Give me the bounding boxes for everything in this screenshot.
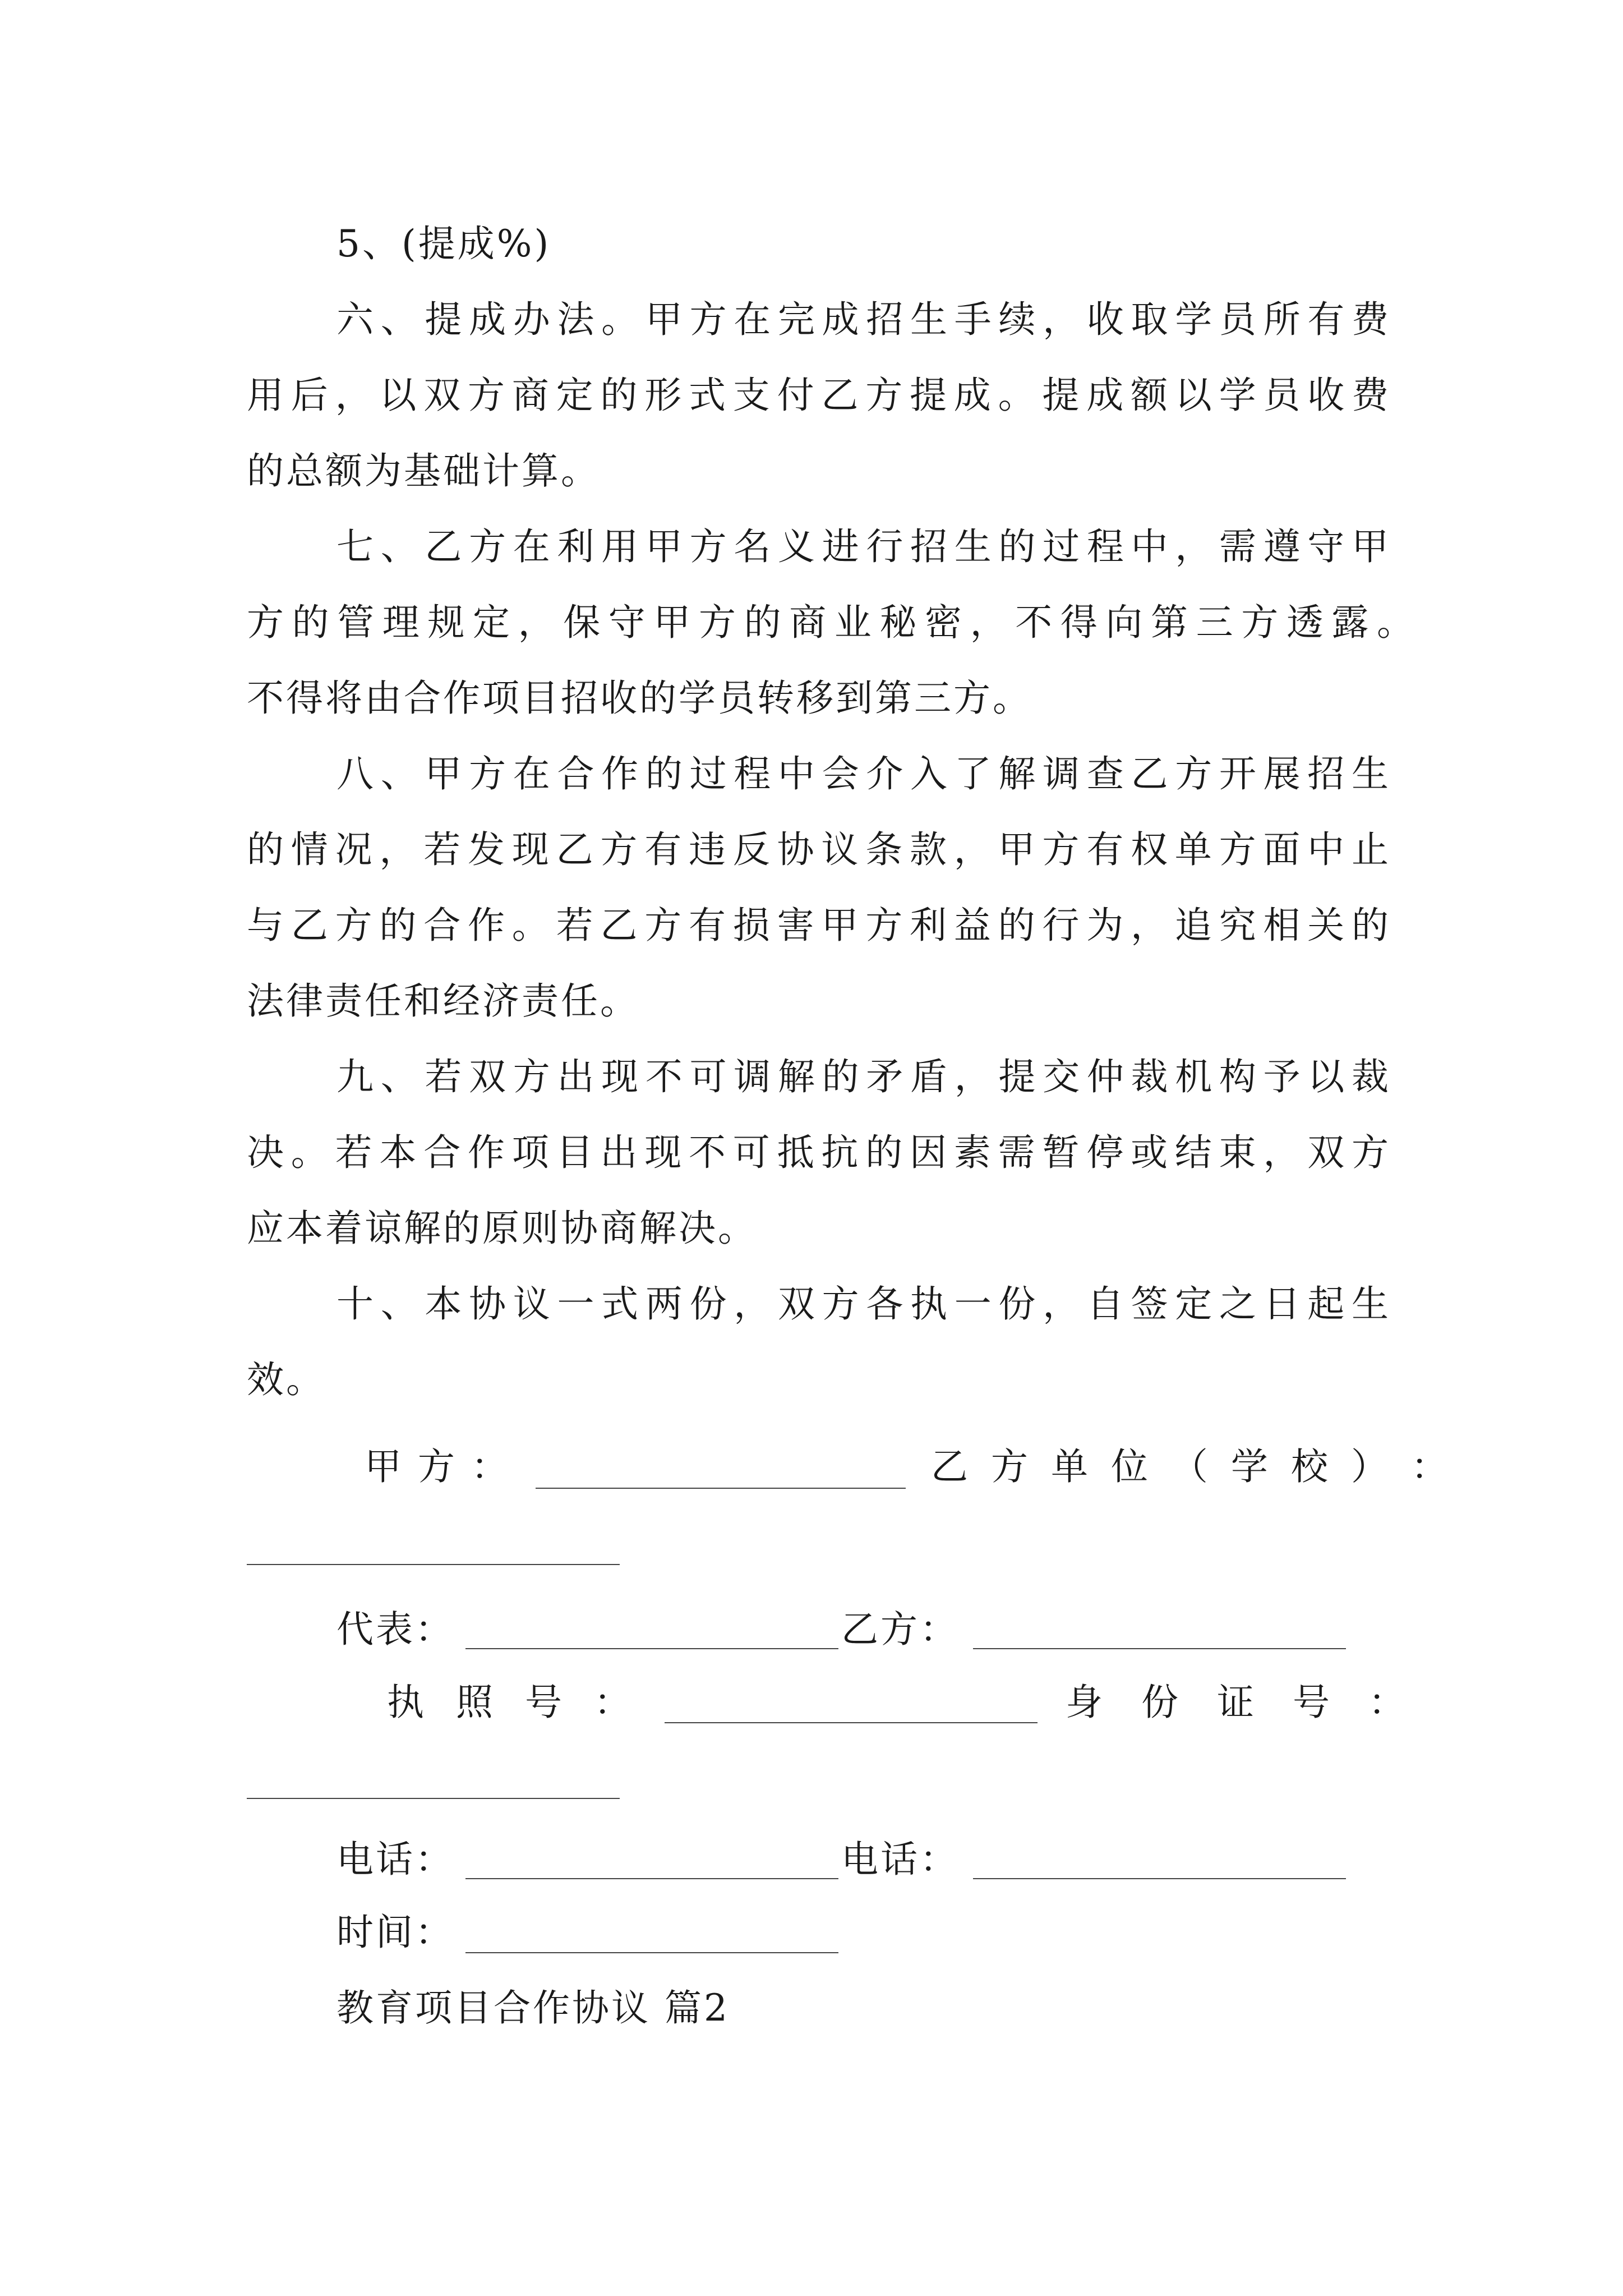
party-a-label: 甲 方 ： [365,1445,510,1488]
party-b-label: 乙方： [841,1608,959,1651]
party-b-unit-blank[interactable] [247,1564,620,1565]
clause-8-line-2: 的情况，若发现乙方有违反协议条款，甲方有权单方面中止 [247,828,1391,871]
clause-10-line-2: 效。 [247,1358,325,1401]
clause-9-line-3: 应本着谅解的原则协商解决。 [247,1207,757,1250]
id-blank[interactable] [247,1798,620,1799]
time-label: 时间： [336,1911,454,1954]
party-b-blank[interactable] [973,1648,1346,1649]
party-b-unit-label: 乙 方 单 位 （ 学 校 ） ： [931,1445,1454,1488]
clause-6-line-2: 用后，以双方商定的形式支付乙方提成。提成额以学员收费 [247,374,1391,417]
id-label: 身 份 证 号 ： [1066,1681,1419,1724]
phone-a-blank[interactable] [465,1878,838,1879]
clause-9-line-2: 决。若本合作项目出现不可抵抗的因素需暂停或结束，双方 [247,1131,1391,1174]
clause-7-line-3: 不得将由合作项目招收的学员转移到第三方。 [247,677,1032,720]
time-blank[interactable] [465,1952,838,1953]
party-a-blank[interactable] [536,1488,906,1489]
clause-8-line-1: 八、甲方在合作的过程中会介入了解调查乙方开展招生 [336,752,1391,795]
license-label: 执 照 号 ： [387,1681,641,1724]
representative-label: 代表： [336,1608,454,1651]
phone-b-label: 电话： [841,1838,959,1881]
clause-8-line-4: 法律责任和经济责任。 [247,979,639,1023]
representative-blank[interactable] [465,1648,838,1649]
clause-8-line-3: 与乙方的合作。若乙方有损害甲方利益的行为，追究相关的 [247,904,1391,947]
phone-b-blank[interactable] [973,1878,1346,1879]
license-blank[interactable] [665,1722,1038,1723]
clause-7-line-2: 方的管理规定，保守甲方的商业秘密，不得向第三方透露。 [247,601,1416,644]
item-5: 5、(提成%) [336,222,551,265]
next-section-title: 教育项目合作协议 篇2 [336,1986,730,2030]
phone-a-label: 电话： [336,1838,454,1881]
clause-6-line-1: 六、提成办法。甲方在完成招生手续，收取学员所有费 [336,298,1391,341]
clause-10-line-1: 十、本协议一式两份，双方各执一份，自签定之日起生 [336,1282,1391,1326]
clause-7-line-1: 七、乙方在利用甲方名义进行招生的过程中，需遵守甲 [336,525,1391,568]
clause-6-line-3: 的总额为基础计算。 [247,449,600,493]
clause-9-line-1: 九、若双方出现不可调解的矛盾，提交仲裁机构予以裁 [336,1055,1391,1098]
